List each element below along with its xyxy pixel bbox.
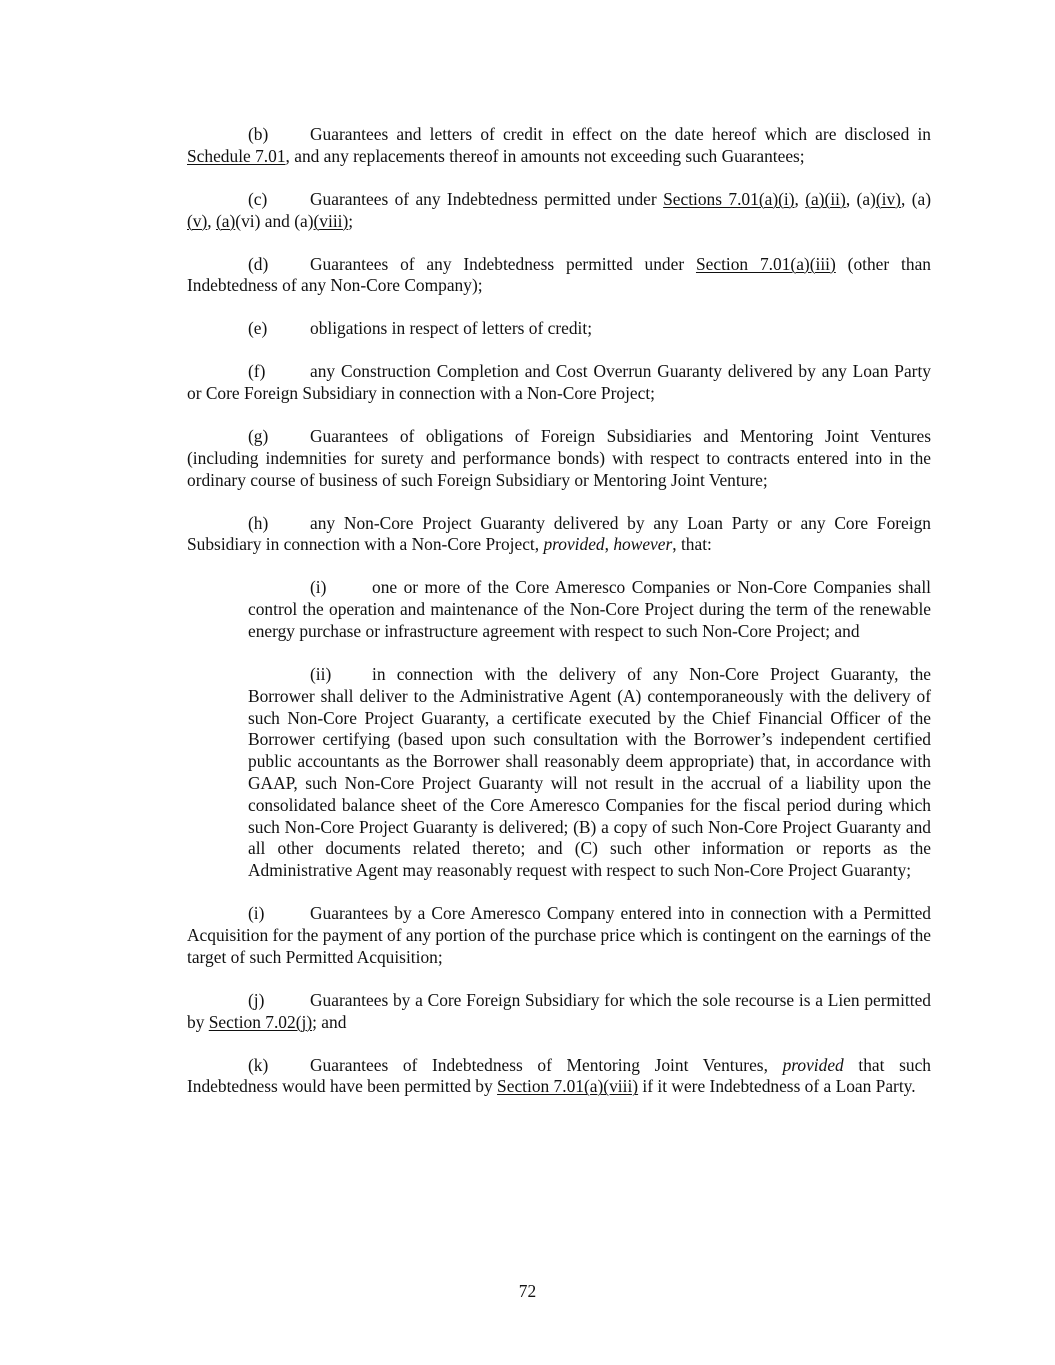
paragraph-text: if it were Indebtedness of a Loan Party.	[638, 1076, 916, 1097]
paragraph-text: ,	[604, 534, 614, 555]
cross-reference-link: (viii)	[313, 210, 349, 231]
paragraph-text: Guarantees of obligations of Foreign Subsidiaries and Mentoring Joint Ventures (including indemnities for surety and performance bonds) with respect to contracts entered into in the ordinary course of business of such Foreign Subsidiary or Mentoring Joint Venture;	[187, 426, 931, 490]
paragraph-label: (i)	[248, 903, 265, 924]
document-body	[187, 124, 931, 1119]
paragraph-text: Guarantees by a Core Ameresco Company entered into in connection with a Permitted Acquisition for the payment of any portion of the purchase price which is contingent on the earnings of the target of such Permitted Acquisition;	[187, 903, 931, 967]
cross-reference-link: Section 7.02(j)	[208, 1011, 313, 1032]
page-number: 72	[518, 1281, 537, 1301]
paragraph-d	[187, 254, 931, 298]
paragraph-e	[187, 318, 931, 340]
cross-reference-link: (a)	[215, 210, 236, 231]
paragraph-text: , (a)	[845, 188, 876, 209]
paragraph-label: (ii)	[310, 664, 332, 685]
cross-reference-link: Sections 7.01(a)(i)	[663, 188, 795, 209]
paragraph-text: , and any replacements thereof in amounts not exceeding such Guarantees;	[285, 145, 805, 166]
paragraph-label: (d)	[248, 253, 269, 274]
emphasis-text: however	[613, 534, 673, 555]
paragraph-text: ; and	[312, 1011, 347, 1032]
paragraph-label: (c)	[248, 188, 268, 209]
paragraph-text: ,	[207, 210, 216, 231]
paragraph-text: obligations in respect of letters of credit;	[310, 318, 593, 339]
emphasis-text: provided	[782, 1054, 844, 1075]
paragraph-text: Guarantees and letters of credit in effect on the date hereof which are disclosed in	[310, 124, 931, 144]
subparagraph-h-i	[248, 577, 931, 642]
paragraph-label: (h)	[248, 512, 269, 533]
paragraph-text: Guarantees of any Indebtedness permitted under	[310, 188, 664, 209]
paragraph-text: Guarantees by a Core Foreign Subsidiary for which the sole recourse is a Lien permitted by	[187, 989, 931, 1032]
paragraph-text: (vi) and (a)	[235, 210, 314, 231]
paragraph-text: any Non-Core Project Guaranty delivered by any Loan Party or any Core Foreign Subsidiary in connection with a Non-Core Project,	[187, 512, 931, 555]
paragraph-b	[187, 124, 931, 168]
paragraph-i	[187, 903, 931, 968]
paragraph-text: in connection with the delivery of any Non-Core Project Guaranty, the Borrower shall deliver to the Administrative Agent (A) contemporaneously with the delivery of such Non-Core Project Guaranty, a certificate executed by the Chief Financial Officer of the Borrower certifying (based upon such consultation with the Borrower’s independent certified public accountants as the Borrower shall reasonably deem appropriate) that, in accordance with GAAP, such Non-Core Project Guaranty will not result in the accrual of a liability upon the consolidated balance sheet of the Core Ameresco Companies for the fiscal period during which such Non-Core Project Guaranty is delivered; (B) a copy of such Non-Core Project Guaranty and all other documents related thereto; and (C) such other information or reports as the Administrative Agent may reasonably request with respect to such Non-Core Project Guaranty;	[248, 664, 931, 881]
subparagraph-h-ii	[248, 664, 931, 882]
paragraph-text: , (a)	[900, 188, 931, 209]
paragraph-text: any Construction Completion and Cost Overrun Guaranty delivered by any Loan Party or Core Foreign Subsidiary in connection with a Non-Core Project;	[187, 361, 931, 404]
paragraph-h	[187, 513, 931, 557]
paragraph-label: (j)	[248, 989, 265, 1010]
paragraph-label: (b)	[248, 124, 269, 144]
paragraph-c	[187, 189, 931, 233]
paragraph-text: Guarantees of any Indebtedness permitted under	[310, 253, 696, 274]
paragraph-label: (e)	[248, 318, 268, 339]
paragraph-text: , that:	[672, 534, 712, 555]
paragraph-g	[187, 426, 931, 491]
cross-reference-link: Section 7.01(a)(iii)	[695, 253, 836, 274]
paragraph-label: (g)	[248, 426, 269, 447]
paragraph-text: ,	[794, 188, 806, 209]
cross-reference-link: (iv)	[875, 188, 901, 209]
cross-reference-link: Section 7.01(a)(viii)	[497, 1076, 639, 1097]
emphasis-text: provided	[543, 534, 605, 555]
paragraph-k	[187, 1055, 931, 1099]
cross-reference-link: Schedule 7.01	[187, 145, 286, 166]
paragraph-text: Guarantees of Indebtedness of Mentoring Joint Ventures,	[310, 1054, 783, 1075]
paragraph-text: (other than Indebtedness of any Non-Core Company);	[187, 253, 931, 296]
cross-reference-link: (a)(ii)	[805, 188, 846, 209]
paragraph-j	[187, 990, 931, 1034]
paragraph-label: (f)	[248, 361, 266, 382]
paragraph-f	[187, 361, 931, 405]
paragraph-text: ;	[348, 210, 354, 231]
cross-reference-link: (v)	[187, 210, 208, 231]
paragraph-text: that such Indebtedness would have been permitted by	[187, 1054, 931, 1097]
paragraph-label: (i)	[310, 577, 327, 598]
paragraph-text: one or more of the Core Ameresco Companies or Non-Core Companies shall control the operation and maintenance of the Non-Core Project during the term of the renewable energy purchase or infrastructure agreement with respect to such Non-Core Project; and	[248, 577, 931, 642]
paragraph-label: (k)	[248, 1054, 269, 1075]
